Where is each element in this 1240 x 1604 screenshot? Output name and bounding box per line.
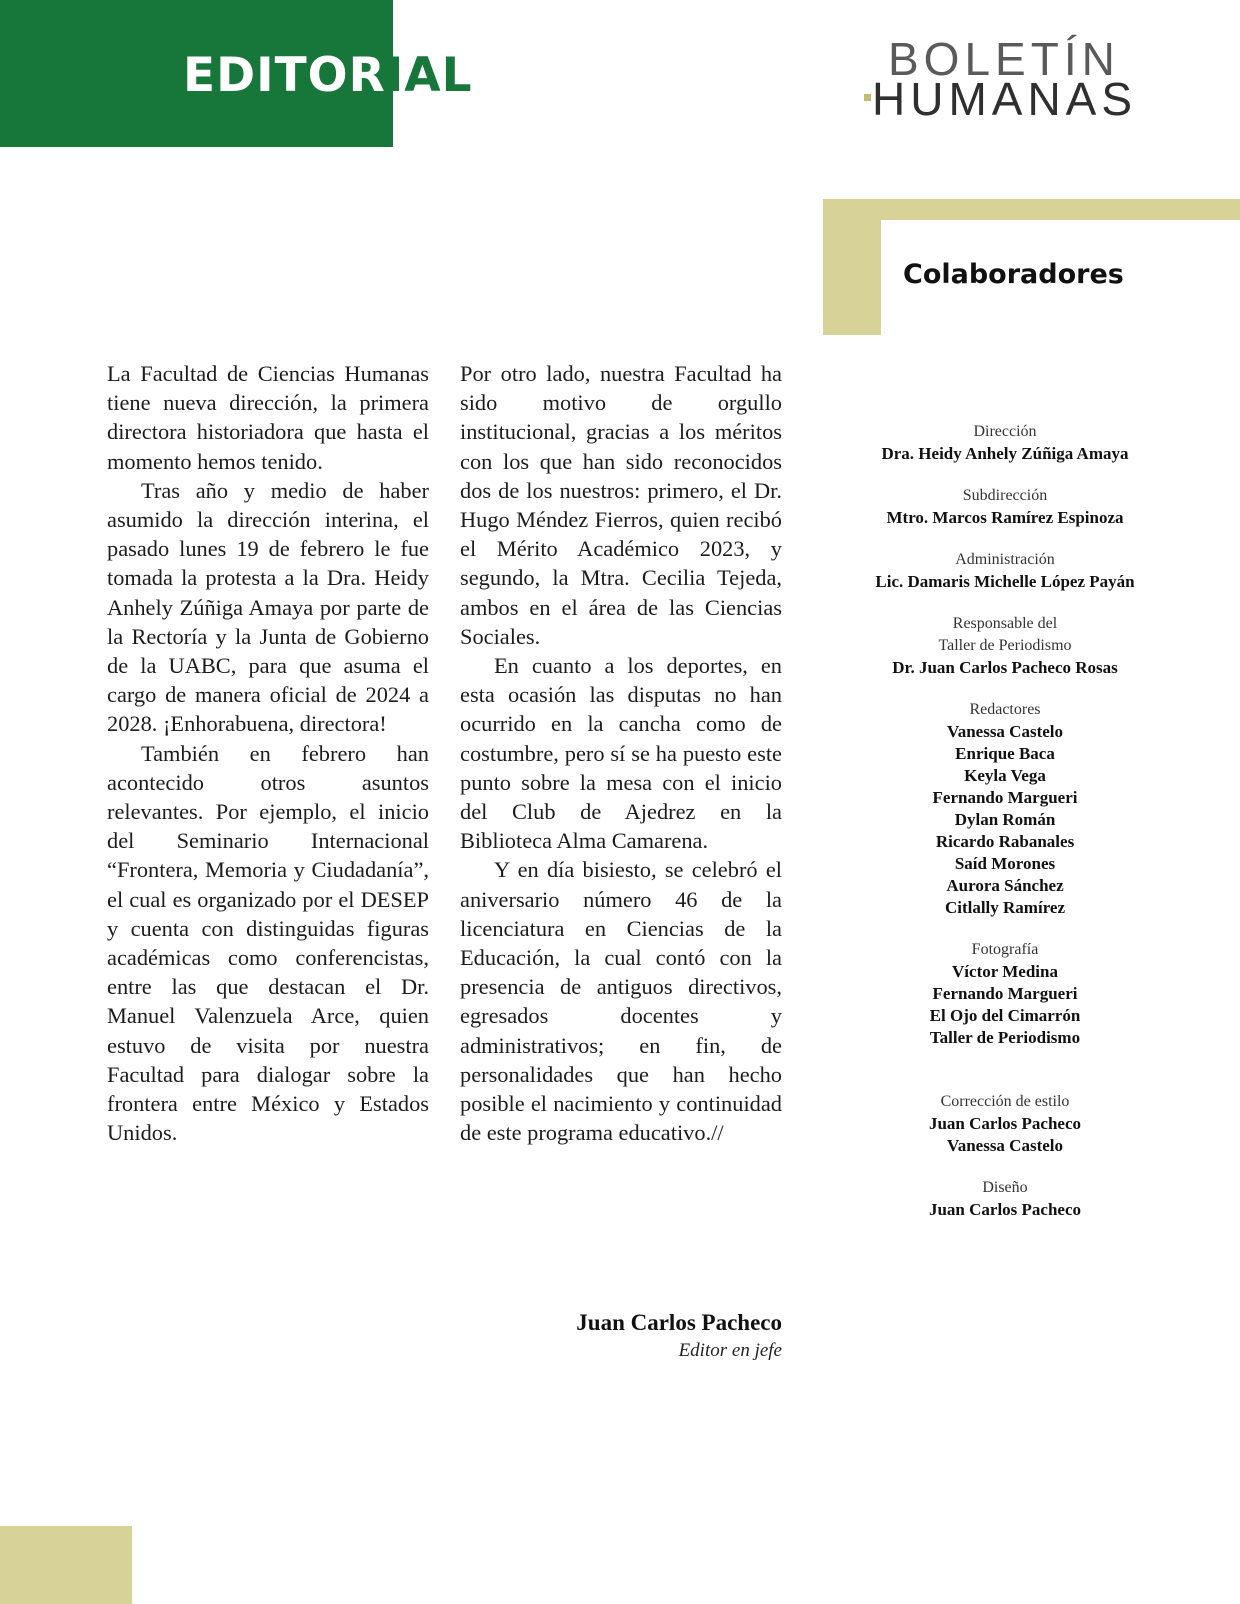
credit-name: Lic. Damaris Michelle López Payán	[875, 572, 1135, 591]
credit-name: Aurora Sánchez	[946, 876, 1064, 895]
credit-group	[835, 613, 1175, 679]
section-title-part1: EDITOR	[183, 48, 386, 103]
credit-group	[835, 699, 1175, 919]
credit-name: Keyla Vega	[964, 766, 1046, 785]
logo-line2: HUMANAS	[872, 73, 1138, 125]
credit-group	[835, 485, 1175, 529]
credit-name: Enrique Baca	[955, 744, 1055, 763]
credit-name: Citlally Ramírez	[944, 898, 1066, 917]
paragraph: También en febrero han acontecido otros asuntos relevantes. Por ejemplo, el inicio del Seminario Internacional “Frontera, Memoria y Ciudadanía”, el cual es organizado por el DESEP y cuenta con distinguidas figuras académicas como conferencistas, entre las que destacan el Dr. Manuel Valenzuela Arce, quien estuvo de visita por nuestra Facultad para dialogar sobre la frontera entre México y Estados Unidos.	[107, 740, 429, 1146]
credit-role: Fotografía	[971, 941, 1039, 958]
credit-name: Juan Carlos Pacheco	[928, 1114, 1082, 1133]
credit-name: El Ojo del Cimarrón	[929, 1006, 1081, 1025]
credit-role: Redactores	[969, 701, 1041, 718]
credit-name: Víctor Medina	[952, 962, 1058, 981]
credit-name: Dylan Román	[954, 810, 1056, 829]
credit-name: Dr. Juan Carlos Pacheco Rosas	[892, 658, 1118, 677]
paragraph: En cuanto a los deportes, en esta ocasión las disputas no han ocurrido en la cancha como de costumbre, pero sí se ha puesto este punto sobre la mesa con el inicio del Club de Ajedrez en la Biblioteca Alma Camarena.	[460, 653, 782, 854]
credit-name: Fernando Margueri	[932, 788, 1078, 807]
credit-role: Subdirección	[962, 487, 1048, 504]
credit-role: Dirección	[973, 423, 1037, 440]
credits-list	[835, 421, 1175, 1241]
logo-dot-icon	[864, 94, 871, 101]
credit-role: Diseño	[982, 1179, 1028, 1196]
paragraph: Y en día bisiesto, se celebró el aniversario número 46 de la licenciatura en Ciencias de la Educación, la cual contó con la presencia de antiguos directivos, egresados docentes y administrativos; en fin, de personalidades que han hecho posible el nacimiento y continuidad de este programa educativo.//	[460, 857, 782, 1146]
paragraph: La Facultad de Ciencias Humanas tiene nueva dirección, la primera directora historiadora que hasta el momento hemos tenido.	[107, 361, 429, 474]
credit-name: Juan Carlos Pacheco	[928, 1200, 1082, 1219]
credit-name: Dra. Heidy Anhely Zúñiga Amaya	[881, 444, 1129, 463]
credit-name: Saíd Morones	[954, 854, 1056, 873]
boletin-humanas-logo	[860, 33, 1180, 126]
paragraph: Por otro lado, nuestra Facultad ha sido motivo de orgullo institucional, gracias a los méritos con los que han sido reconocidos dos de los nuestros: primero, el Dr. Hugo Méndez Fierros, quien recibó el Mérito Académico 2023, y segundo, la Mtra. Cecilia Tejeda, ambos en el área de las Ciencias Sociales.	[460, 361, 782, 649]
credit-group	[835, 939, 1175, 1049]
credit-group	[835, 1091, 1175, 1157]
credit-group	[835, 549, 1175, 593]
credit-role: Administración	[955, 551, 1055, 568]
logo-line1: BOLETÍN	[888, 33, 1120, 85]
colaboradores-heading: Colaboradores	[903, 259, 1124, 290]
credit-group	[835, 421, 1175, 465]
credit-name: Vanessa Castelo	[946, 1136, 1064, 1155]
signature-name: Juan Carlos Pacheco	[576, 1310, 782, 1335]
section-title	[183, 48, 473, 104]
footer-corner-block	[0, 1526, 132, 1604]
signature-title: Editor en jefe	[678, 1340, 782, 1361]
credit-name: Mtro. Marcos Ramírez Espinoza	[886, 508, 1124, 527]
credit-role: Taller de Periodismo	[938, 637, 1072, 654]
credit-role: Corrección de estilo	[940, 1093, 1070, 1110]
editorial-column-right	[460, 359, 782, 1147]
credit-name: Ricardo Rabanales	[935, 832, 1075, 851]
credit-name: Vanessa Castelo	[946, 722, 1064, 741]
editor-signature	[430, 1308, 782, 1364]
credit-group	[835, 1177, 1175, 1221]
editorial-column-left	[107, 359, 429, 1147]
credit-name: Taller de Periodismo	[929, 1028, 1081, 1047]
credit-role: Responsable del	[952, 615, 1058, 632]
section-title-part2: IAL	[385, 48, 473, 103]
paragraph: Tras año y medio de haber asumido la dirección interina, el pasado lunes 19 de febrero le fue tomada la protesta a la Dra. Heidy Anhely Zúñiga Amaya por parte de la Rectoría y la Junta de Gobierno de la UABC, para que asuma el cargo de manera oficial de 2024 a 2028. ¡Enhorabuena, directora!	[107, 477, 429, 737]
credit-name: Fernando Margueri	[932, 984, 1078, 1003]
